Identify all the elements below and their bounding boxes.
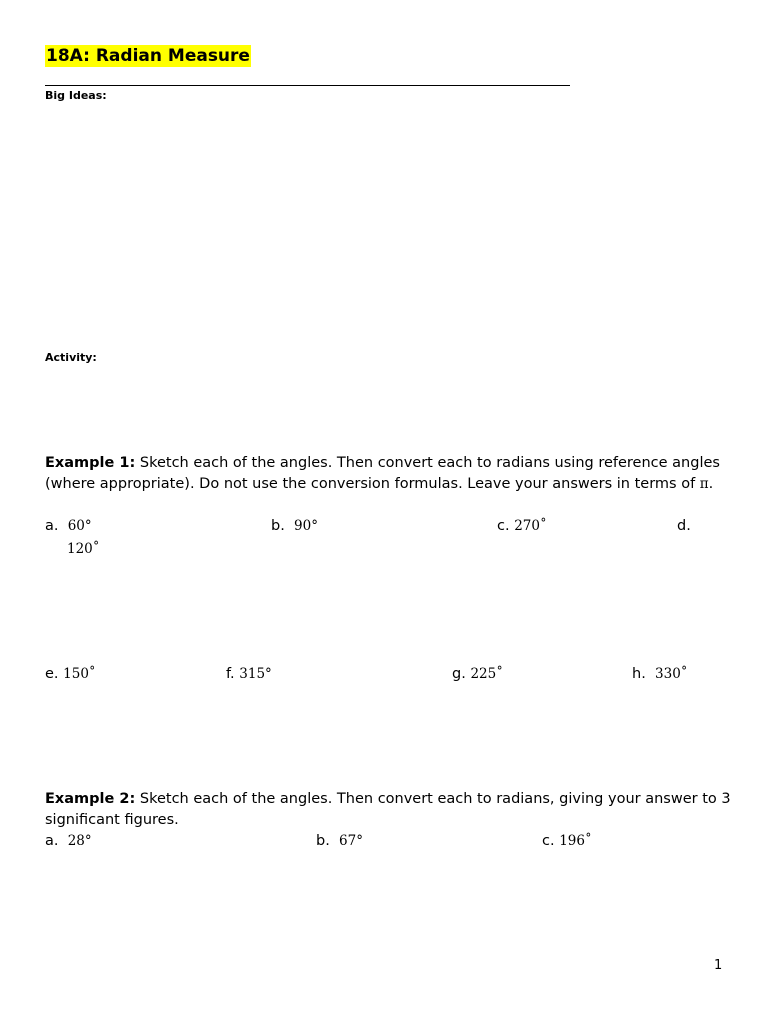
example1-item-c bbox=[497, 516, 547, 537]
item-letter: a. bbox=[45, 833, 59, 849]
example2-text: Sketch each of the angles. Then convert each to radians, giving your answer to 3 significant figures. bbox=[45, 791, 731, 828]
item-angle: 120˚ bbox=[67, 541, 100, 557]
page-number: 1 bbox=[714, 958, 723, 973]
example1-heading: Example 1: bbox=[45, 455, 136, 471]
item-letter: a. bbox=[45, 518, 59, 534]
item-letter: h. bbox=[632, 666, 646, 682]
example1-item-e bbox=[45, 664, 96, 685]
big-ideas-label: Big Ideas: bbox=[45, 89, 107, 102]
example1-item-a bbox=[45, 516, 92, 537]
item-angle: 196˚ bbox=[559, 833, 592, 849]
example1-item-d-letter: d. bbox=[677, 518, 691, 534]
item-letter: b. bbox=[271, 518, 285, 534]
item-letter: c. bbox=[497, 518, 510, 534]
item-letter: b. bbox=[316, 833, 330, 849]
item-angle: 150˚ bbox=[63, 666, 96, 682]
item-angle: 67° bbox=[339, 833, 363, 849]
example2-item-a bbox=[45, 831, 92, 852]
example2-heading: Example 2: bbox=[45, 791, 136, 807]
item-angle: 315° bbox=[239, 666, 272, 682]
item-letter: e. bbox=[45, 666, 59, 682]
item-angle: 330˚ bbox=[655, 666, 688, 682]
example2-item-b bbox=[316, 831, 363, 852]
item-angle: 90° bbox=[294, 518, 318, 534]
example1-item-g bbox=[452, 664, 503, 685]
example1-paragraph bbox=[45, 453, 735, 495]
example1-item-b bbox=[271, 516, 318, 537]
example1-item-d-angle bbox=[67, 539, 100, 560]
example1-item-f bbox=[226, 664, 272, 685]
item-angle: 60° bbox=[67, 518, 92, 534]
example1-end: . bbox=[708, 476, 714, 492]
example1-item-h bbox=[632, 664, 688, 685]
pi-symbol: π bbox=[699, 476, 709, 492]
activity-label: Activity: bbox=[45, 351, 97, 364]
item-letter: g. bbox=[452, 666, 466, 682]
item-angle: 270˚ bbox=[514, 518, 547, 534]
item-letter: f. bbox=[226, 666, 235, 682]
item-letter: c. bbox=[542, 833, 555, 849]
item-angle: 28° bbox=[67, 833, 92, 849]
example2-item-c bbox=[542, 831, 592, 852]
page-title: 18A: Radian Measure bbox=[46, 46, 250, 66]
item-angle: 225˚ bbox=[470, 666, 503, 682]
example2-paragraph bbox=[45, 789, 735, 831]
example1-text: Sketch each of the angles. Then convert each to radians using reference angles (where appropriate). Do not use the conversion formulas. Leave your answers in terms of bbox=[45, 455, 720, 492]
title-underline bbox=[45, 85, 570, 86]
